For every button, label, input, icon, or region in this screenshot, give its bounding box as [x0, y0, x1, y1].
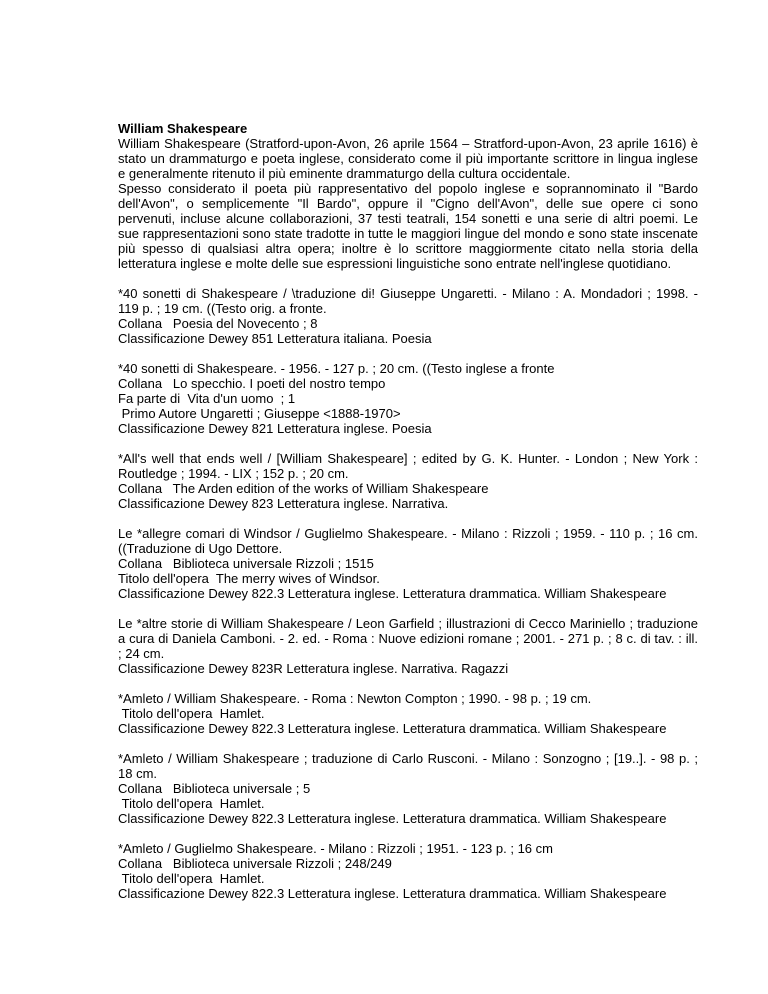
record-detail-line: Classificazione Dewey 822.3 Letteratura inglese. Letteratura drammatica. William Shakespeare: [118, 586, 667, 601]
record-detail-line: Classificazione Dewey 823 Letteratura inglese. Narrativa.: [118, 496, 449, 511]
author-intro: [118, 121, 698, 271]
record-detail-line: Titolo dell'opera Hamlet.: [118, 871, 265, 886]
record-detail-line: Collana The Arden edition of the works of William Shakespeare: [118, 481, 489, 496]
document-page: [118, 121, 698, 901]
record-detail-line: Collana Biblioteca universale ; 5: [118, 781, 311, 796]
catalog-record: [118, 751, 698, 826]
record-detail-line: Titolo dell'opera Hamlet.: [118, 796, 265, 811]
author-bio-paragraph-1: William Shakespeare (Stratford-upon-Avon, 26 aprile 1564 – Stratford-upon-Avon, 23 aprile 1616) è stato un drammaturgo e poeta inglese, considerato come il più importante scrittore in lingua inglese e generalmente ritenuto il più eminente drammaturgo della cultura occidentale.: [118, 136, 698, 181]
record-description: *Amleto / William Shakespeare ; traduzione di Carlo Rusconi. - Milano : Sonzogno ; [19..]. - 98 p. ; 18 cm.: [118, 751, 698, 781]
record-description: Le *allegre comari di Windsor / Guglielmo Shakespeare. - Milano : Rizzoli ; 1959. - 110 p. ; 16 cm. ((Traduzione di Ugo Dettore.: [118, 526, 698, 556]
catalog-record: [118, 451, 698, 511]
record-description: Le *altre storie di William Shakespeare / Leon Garfield ; illustrazioni di Cecco Mariniello ; traduzione a cura di Daniela Camboni. - 2. ed. - Roma : Nuove edizioni romane ; 2001. - 271 p. ; 8 c. di tav. : ill. ; 24 cm.: [118, 616, 698, 661]
record-detail-line: Classificazione Dewey 821 Letteratura inglese. Poesia: [118, 421, 432, 436]
catalog-record: [118, 616, 698, 676]
record-detail-line: Classificazione Dewey 823R Letteratura inglese. Narrativa. Ragazzi: [118, 661, 509, 676]
record-detail-line: Classificazione Dewey 822.3 Letteratura inglese. Letteratura drammatica. William Shakespeare: [118, 721, 667, 736]
record-detail-line: Classificazione Dewey 851 Letteratura italiana. Poesia: [118, 331, 432, 346]
record-description: *Amleto / William Shakespeare. - Roma : Newton Compton ; 1990. - 98 p. ; 19 cm.: [118, 691, 592, 706]
author-bio-paragraph-2: Spesso considerato il poeta più rappresentativo del popolo inglese e soprannominato il "Bardo dell'Avon", o semplicemente "Il Bardo", oppure il "Cigno dell'Avon", delle sue opere ci sono pervenuti, incluse alcune collaborazioni, 37 testi teatrali, 154 sonetti e una serie di altri poemi. Le sue rappresentazioni sono state tradotte in tutte le maggiori lingue del mondo e sono state inscenate più spesso di qualsiasi altra opera; inoltre è lo scrittore maggiormente citato nella storia della letteratura inglese e molte delle sue espressioni linguistiche sono entrate nell'inglese quotidiano.: [118, 181, 698, 271]
record-detail-line: Classificazione Dewey 822.3 Letteratura inglese. Letteratura drammatica. William Shakespeare: [118, 811, 667, 826]
catalog-record: [118, 691, 698, 736]
catalog-records: [118, 286, 698, 901]
catalog-record: [118, 841, 698, 901]
catalog-record: [118, 361, 698, 436]
catalog-record: [118, 286, 698, 346]
record-detail-line: Classificazione Dewey 822.3 Letteratura inglese. Letteratura drammatica. William Shakespeare: [118, 886, 667, 901]
catalog-record: [118, 526, 698, 601]
record-description: *All's well that ends well / [William Shakespeare] ; edited by G. K. Hunter. - London ; New York : Routledge ; 1994. - LIX ; 152 p. ; 20 cm.: [118, 451, 698, 481]
record-detail-line: Collana Lo specchio. I poeti del nostro tempo: [118, 376, 386, 391]
record-detail-line: Collana Biblioteca universale Rizzoli ; 248/249: [118, 856, 392, 871]
record-detail-line: Titolo dell'opera Hamlet.: [118, 706, 265, 721]
record-detail-line: Primo Autore Ungaretti ; Giuseppe <1888-1970>: [118, 406, 401, 421]
author-heading: William Shakespeare: [118, 121, 248, 136]
record-detail-line: Fa parte di Vita d'un uomo ; 1: [118, 391, 296, 406]
record-description: *40 sonetti di Shakespeare. - 1956. - 127 p. ; 20 cm. ((Testo inglese a fronte: [118, 361, 555, 376]
record-description: *Amleto / Guglielmo Shakespeare. - Milano : Rizzoli ; 1951. - 123 p. ; 16 cm: [118, 841, 553, 856]
record-detail-line: Titolo dell'opera The merry wives of Windsor.: [118, 571, 380, 586]
record-description: *40 sonetti di Shakespeare / \traduzione di! Giuseppe Ungaretti. - Milano : A. Mondadori ; 1998. - 119 p. ; 19 cm. ((Testo orig. a fronte.: [118, 286, 698, 316]
record-detail-line: Collana Biblioteca universale Rizzoli ; 1515: [118, 556, 374, 571]
record-detail-line: Collana Poesia del Novecento ; 8: [118, 316, 318, 331]
